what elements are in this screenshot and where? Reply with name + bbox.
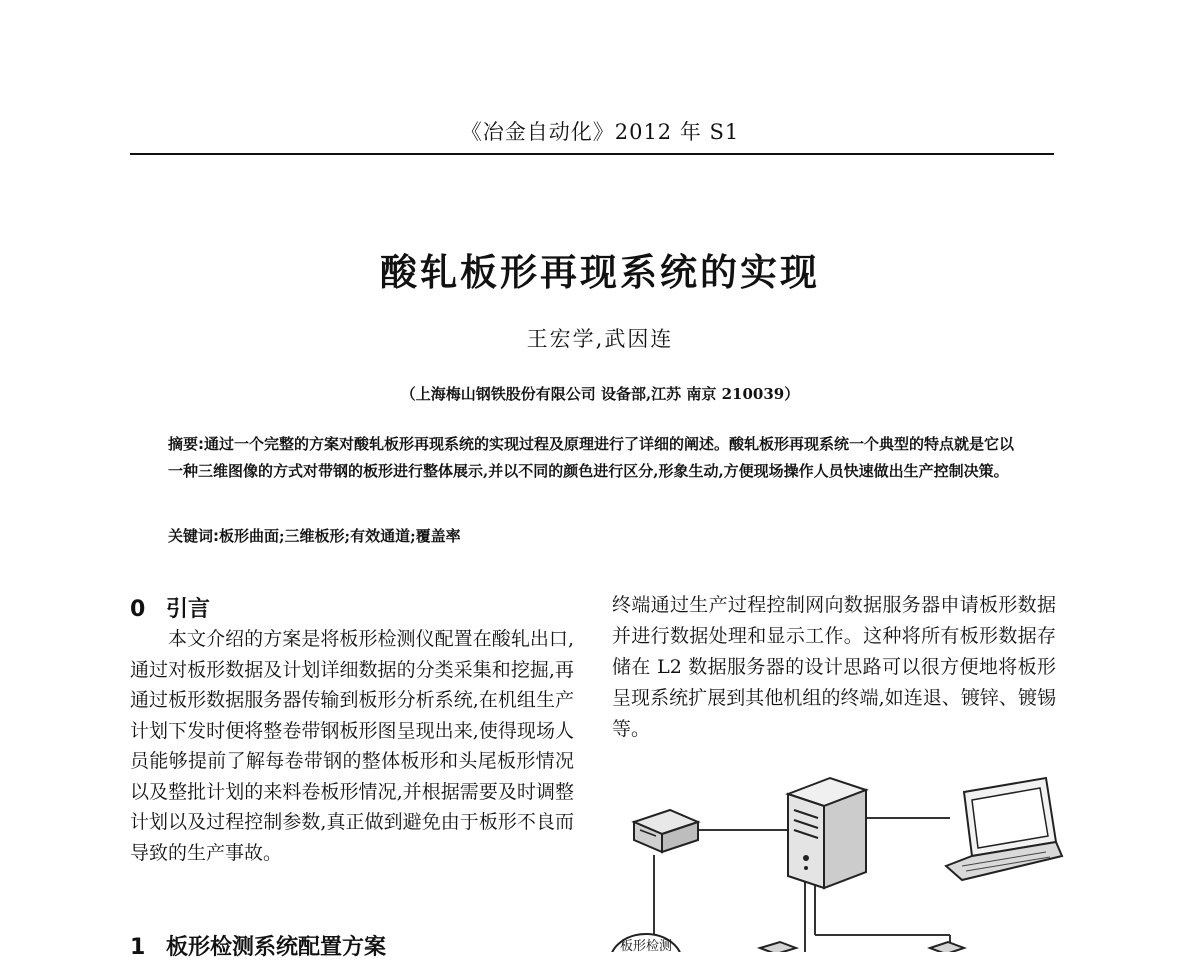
keywords-label: 关键词: [168, 527, 219, 545]
laptop-icon [946, 778, 1062, 880]
section-0-heading [130, 592, 210, 623]
sensor-device-icon [634, 810, 698, 852]
paper-affiliation: （上海梅山钢铁股份有限公司 设备部,江苏 南京 210039） [400, 385, 800, 403]
section-1-heading [130, 930, 386, 961]
paper-title: 酸轧板形再现系统的实现 [380, 251, 820, 294]
header-rule [130, 153, 1054, 155]
section-0-title: 引言 [166, 597, 211, 622]
server-tower-icon [788, 778, 866, 888]
workstation-icon-left [760, 942, 796, 952]
section-0-number: 0 [130, 597, 146, 622]
section-1-number: 1 [130, 935, 146, 960]
keywords-text: 板形曲面;三维板形;有效通道;覆盖率 [219, 527, 461, 545]
section-1-title: 板形检测系统配置方案 [166, 935, 387, 960]
system-diagram [600, 770, 1070, 952]
workstation-icon-right [930, 942, 964, 952]
journal-header: 《冶金自动化》2012 年 S1 [460, 120, 740, 144]
detector-label: 板形检测 [619, 939, 673, 952]
right-column-body: 终端通过生产过程控制网向数据服务器申请板形数据并进行数据处理和显示工作。这种将所有板形数据存储在 L2 数据服务器的设计思路可以很方便地将板形呈现系统扩展到其他机组的终端,如连退、镀锌、镀锡等。 [612, 594, 1056, 740]
abstract [168, 431, 1028, 485]
paper-authors: 王宏学,武因连 [526, 327, 674, 351]
abstract-text: 通过一个完整的方案对酸轧板形再现系统的实现过程及原理进行了详细的阐述。酸轧板形再现系统一个典型的特点就是它以一种三维图像的方式对带钢的板形进行整体展示,并以不同的颜色进行区分,形象生动,方便现场操作人员快速做出生产控制决策。 [168, 435, 1015, 480]
keywords [168, 525, 1028, 546]
abstract-label: 摘要: [168, 435, 204, 453]
section-0-body: 本文介绍的方案是将板形检测仪配置在酸轧出口,通过对板形数据及计划详细数据的分类采集和挖掘,再通过板形数据服务器传输到板形分析系统,在机组生产计划下发时便将整卷带钢板形图呈现出来,使得现场人员能够提前了解每卷带钢的整体板形和头尾板形情况以及整批计划的来料卷板形情况,并根据需要及时调整计划以及过程控制参数,真正做到避免由于板形不良而导致的生产事故。 [130, 628, 574, 864]
